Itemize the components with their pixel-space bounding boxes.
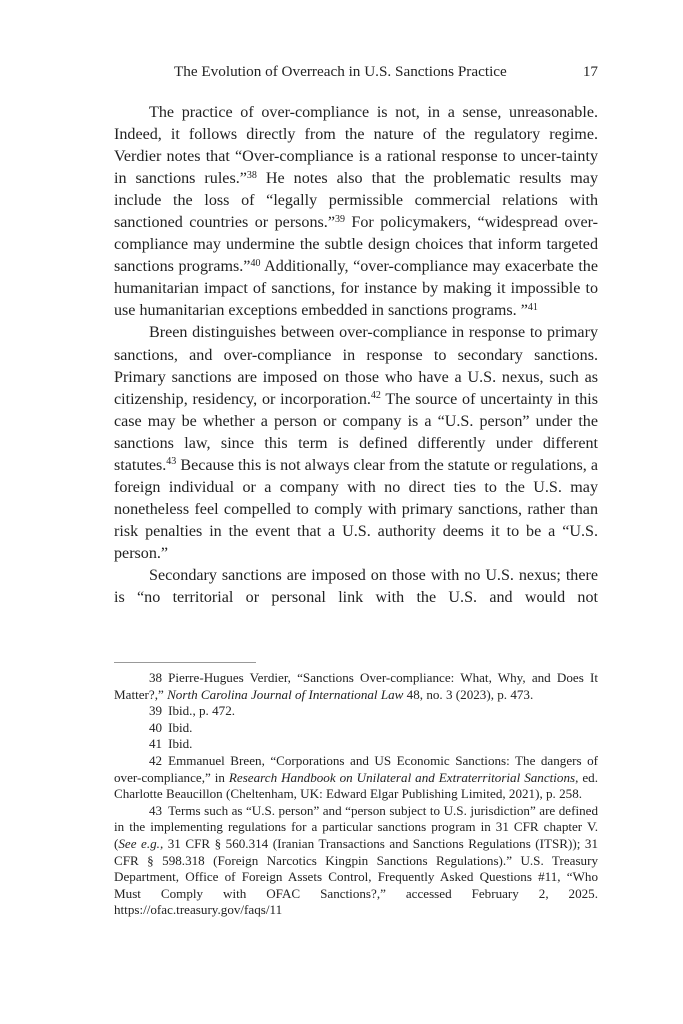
footnote-separator [114, 662, 256, 663]
running-header [114, 63, 598, 83]
text-run: Additionally, “over-compliance may exacerbate the humanitarian impact of sanctions, for instance by making it impossible to use humanitarian exceptions embedded in sanctions programs. ” [114, 258, 598, 320]
footnote-43 [114, 803, 598, 919]
footnote-ref-41[interactable]: 41 [527, 302, 538, 314]
footnote-number: 38 [149, 670, 163, 685]
footnote-42 [114, 753, 598, 803]
footnote-text: Ibid. [168, 719, 193, 735]
footnotes [114, 670, 598, 919]
footnote-text: Ibid., p. 472. [168, 703, 236, 719]
footnote-text: Emmanuel Breen, “Corporations and US Economic Sanctions: The dangers of over-compliance,” in [114, 752, 598, 785]
footnote-number: 40 [149, 719, 163, 735]
footnote-text: 48, no. 3 (2023), p. 473. [403, 686, 534, 702]
footnote-text: Terms such as “U.S. person” and “person subject to U.S. jurisdiction” are defined in the implementing regulations for a particular sanctions program in 31 CFR chapter V. ( [114, 802, 598, 851]
text-run: Because this is not always clear from the statute or regulations, a foreign individual or a company with no direct ties to the U.S. may nonetheless feel compelled to comply with primary sanctions, rather than risk penalties in the event that a U.S. authority deems it to be a “U.S. person.” [114, 456, 598, 562]
footnote-text: 31 CFR § 560.314 (Iranian Transactions and Sanctions Regulations (ITSR)); 31 CFR § 598.318 (Foreign Narcotics Kingpin Sanctions Regulations).” U.S. Treasury Department, Office of Foreign Assets Control, Frequently Asked Questions #11, “Who Must Comply with OFAC Sanctions?,” accessed February 2, 2025. https://ofac.treasury.gov/faqs/11 [114, 835, 598, 918]
running-title: The Evolution of Overreach in U.S. Sanctions Practice [174, 63, 507, 80]
paragraph-3 [114, 565, 598, 609]
text-run: Secondary sanctions are imposed on those with no U.S. nexus; there is “no territorial or personal link with the U.S. and would not [114, 566, 598, 607]
footnote-ref-38[interactable]: 38 [246, 169, 257, 181]
text-run: The practice of over-compliance is not, in a sense, unreasonable. Indeed, it follows directly from the nature of the regulatory regime. Verdier notes that “Over-compliance is a rational response to uncer-tainty in sanctions rules.” [114, 104, 598, 188]
footnote-text: , ed. Charlotte Beaucillon (Cheltenham, UK: Edward Elgar Publishing Limited, 2021), p. 258. [114, 769, 598, 802]
footnote-number: 39 [149, 703, 163, 719]
footnote-ref-43[interactable]: 43 [166, 456, 177, 468]
footnote-40 [114, 720, 598, 737]
footnote-text: Pierre-Hugues Verdier, “Sanctions Over-compliance: What, Why, and Does It Matter?,” [114, 670, 598, 702]
footnote-italic-title: North Carolina Journal of International Law [167, 686, 404, 702]
page-number: 17 [582, 63, 598, 80]
text-run: He notes also that the problematic results may include the loss of “legally permissible commercial relations with sanctioned countries or persons.” [114, 170, 598, 232]
footnote-number: 41 [149, 736, 163, 752]
footnote-italic-see: See e.g., [118, 835, 164, 851]
footnote-number: 43 [149, 802, 163, 818]
footnote-38 [114, 670, 598, 703]
footnote-text: Ibid. [168, 736, 193, 752]
paragraph-2 [114, 322, 598, 565]
footnote-41 [114, 736, 598, 753]
footnote-ref-39[interactable]: 39 [334, 213, 345, 225]
footnote-39 [114, 703, 598, 720]
text-run: Breen distinguishes between over-compliance in response to primary sanctions, and over-compliance in response to secondary sanctions. Primary sanctions are imposed on those who have a U.S. nexus, such as citizenship, residency, or incorporation. [114, 324, 598, 408]
footnote-italic-title: Research Handbook on Unilateral and Extraterritorial Sanctions [228, 769, 576, 785]
text-run: For policymakers, “widespread over-compliance may undermine the subtle design choices that inform targeted sanctions programs.” [114, 214, 598, 276]
text-run: The source of uncertainty in this case may be whether a person or company is a “U.S. person” under the sanctions law, since this term is defined differently under different statutes. [114, 390, 598, 474]
footnote-ref-40[interactable]: 40 [250, 257, 261, 269]
paragraph-1 [114, 102, 598, 322]
body-text [114, 102, 598, 609]
footnote-ref-42[interactable]: 42 [370, 390, 381, 402]
footnote-number: 42 [149, 752, 163, 768]
